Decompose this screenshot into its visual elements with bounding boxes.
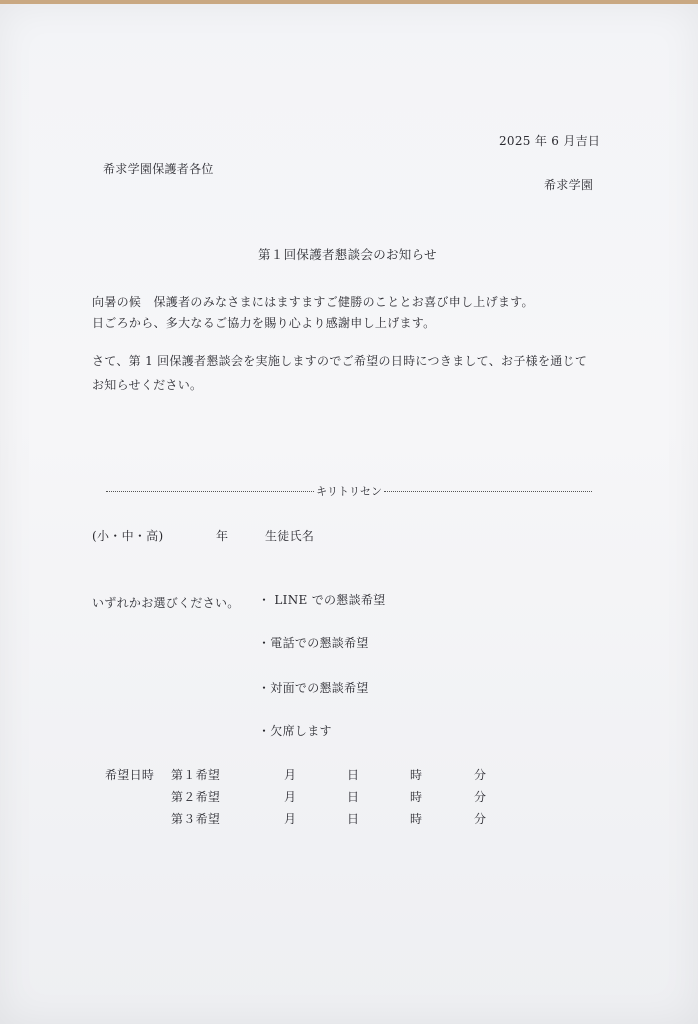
preference-1-minute: 分 xyxy=(474,768,487,782)
preference-1-day: 日 xyxy=(347,768,360,782)
body-line-4: お知らせください。 xyxy=(92,378,203,392)
body-line-2: 日ごろから、多大なるご協力を賜り心より感謝申し上げます。 xyxy=(92,316,436,330)
preference-2-day: 日 xyxy=(347,790,360,804)
school-level-label: (小・中・高) xyxy=(92,529,164,543)
student-name-label: 生徒氏名 xyxy=(265,529,315,543)
preference-3-hour: 時 xyxy=(410,812,423,826)
option-phone[interactable]: ・電話での懇談希望 xyxy=(258,636,369,650)
paper-sheet xyxy=(0,4,698,1024)
option-in-person[interactable]: ・対面での懇談希望 xyxy=(258,681,369,695)
option-absent[interactable]: ・欠席します xyxy=(258,724,332,738)
preference-3-minute: 分 xyxy=(474,812,487,826)
grade-label: 年 xyxy=(216,529,229,543)
cut-line-dots-right xyxy=(384,491,592,492)
document-title: 第１回保護者懇談会のお知らせ xyxy=(258,247,437,262)
recipient: 希求学園保護者各位 xyxy=(103,162,214,176)
body-line-3: さて、第 1 回保護者懇談会を実施しますのでご希望の日時につきまして、お子様を通じて xyxy=(92,354,588,368)
preference-2-label: 第２希望 xyxy=(171,790,221,804)
body-line-1: 向暑の候 保護者のみなさまにはますますご健勝のこととお喜び申し上げます。 xyxy=(92,295,534,309)
cut-line-label: キリトリセン xyxy=(316,485,382,498)
preference-2-month: 月 xyxy=(284,790,297,804)
preference-2-hour: 時 xyxy=(410,790,423,804)
preference-2-minute: 分 xyxy=(474,790,487,804)
preference-1-hour: 時 xyxy=(410,768,423,782)
preference-3-label: 第３希望 xyxy=(171,812,221,826)
sender: 希求学園 xyxy=(544,178,594,192)
preference-1-label: 第１希望 xyxy=(171,768,221,782)
cut-line xyxy=(106,484,592,498)
date: 2025 年 6 月吉日 xyxy=(499,134,601,148)
preference-1-month: 月 xyxy=(284,768,297,782)
preference-3-month: 月 xyxy=(284,812,297,826)
choose-prompt: いずれかお選びください。 xyxy=(92,596,240,610)
cut-line-dots-left xyxy=(106,491,314,492)
preference-3-day: 日 xyxy=(347,812,360,826)
preferred-datetime-label: 希望日時 xyxy=(105,768,155,782)
option-line[interactable]: ・ LINE での懇談希望 xyxy=(258,593,386,607)
